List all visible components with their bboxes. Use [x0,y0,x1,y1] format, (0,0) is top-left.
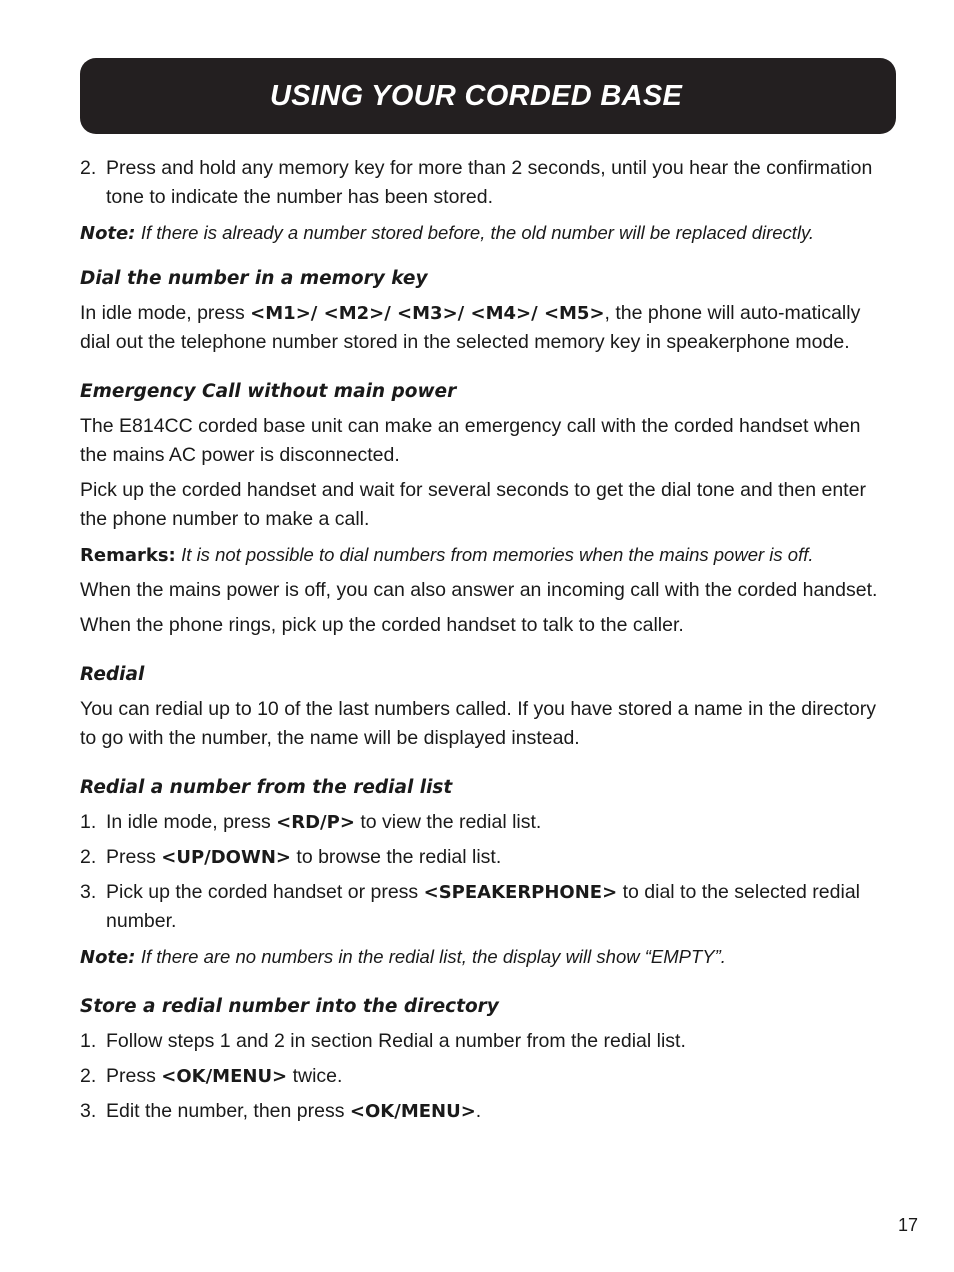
section-title: USING YOUR CORDED BASE [270,80,683,112]
speakerphone-key: <SPEAKERPHONE> [423,882,618,903]
step-text: to dial to the selected redial number. [106,881,861,932]
list-text: Press and hold any memory key for more than 2 seconds, until you hear the confirmation tone to indicate the number has been stored. [106,157,873,208]
note-paragraph [80,942,890,972]
dial-paragraph [80,299,890,357]
list-text [106,878,890,936]
list-number: 1. [80,1030,97,1052]
page-content [80,154,890,1132]
up-down-key: <UP/DOWN> [161,847,291,868]
list-number: 2. [80,157,97,179]
list-number: 1. [80,811,97,833]
memory-keys: <M1>/ <M2>/ <M3>/ <M4>/ <M5> [250,303,605,324]
section-header-bar [80,58,896,134]
emergency-paragraph-3: When the mains power is off, you can also answer an incoming call with the corded handset. [80,579,878,601]
page-number: 17 [897,1215,918,1235]
section-heading-dial: Dial the number in a memory key [80,268,428,289]
list-item [80,154,890,212]
step-text: Edit the number, then press [106,1100,350,1122]
list-number: 2. [80,1065,97,1087]
note-text: If there are no numbers in the redial list, the display will show “EMPTY”. [140,946,726,967]
redial-paragraph: You can redial up to 10 of the last numbers called. If you have stored a name in the directory to go with the number, the name will be displayed instead. [80,698,877,749]
remarks-text: It is not possible to dial numbers from memories when the mains power is off. [181,544,814,565]
step-text: to browse the redial list. [290,846,502,868]
step-text: In idle mode, press [106,811,277,833]
emergency-paragraph-2: Pick up the corded handset and wait for several seconds to get the dial tone and then enter the phone number to make a call. [80,479,866,530]
note-paragraph [80,218,890,248]
note-text: If there is already a number stored before, the old number will be replaced directly. [140,222,815,243]
list-number: 3. [80,1100,97,1122]
emergency-paragraph-4: When the phone rings, pick up the corded handset to talk to the caller. [80,614,684,636]
list-item [80,1062,890,1091]
list-item [80,843,890,872]
list-text: Follow steps 1 and 2 in section Redial a number from the redial list. [106,1030,686,1052]
step-text: . [475,1100,482,1122]
list-text [106,808,890,837]
list-item [80,808,890,837]
list-text [106,1062,890,1091]
dial-text-post: , the phone will auto-matically dial out the telephone number stored in the selected memory key in speakerphone mode. [80,302,861,353]
list-number: 3. [80,881,97,903]
step-text: to view the redial list. [354,811,542,833]
section-heading-redial-list: Redial a number from the redial list [80,777,453,798]
list-text [106,843,890,872]
remarks-paragraph [80,540,890,570]
step-text: twice. [287,1065,343,1087]
ok-menu-key: <OK/MENU> [161,1066,288,1087]
section-heading-store-redial: Store a redial number into the directory [80,996,499,1017]
ok-menu-key: <OK/MENU> [349,1101,476,1122]
list-item [80,878,890,936]
remarks-label: Remarks: [80,545,176,566]
note-label: Note: [80,223,136,244]
list-item [80,1027,890,1056]
section-heading-redial: Redial [80,664,145,685]
list-text [106,1097,890,1126]
step-text: Press [106,1065,162,1087]
section-heading-emergency: Emergency Call without main power [80,381,457,402]
emergency-paragraph-1: The E814CC corded base unit can make an emergency call with the corded handset when the mains AC power is disconnected. [80,415,861,466]
note-label: Note: [80,947,136,968]
list-number: 2. [80,846,97,868]
rdp-key: <RD/P> [276,812,355,833]
list-item [80,1097,890,1126]
dial-text-pre: In idle mode, press [80,302,251,324]
step-text: Pick up the corded handset or press [106,881,424,903]
step-text: Press [106,846,162,868]
